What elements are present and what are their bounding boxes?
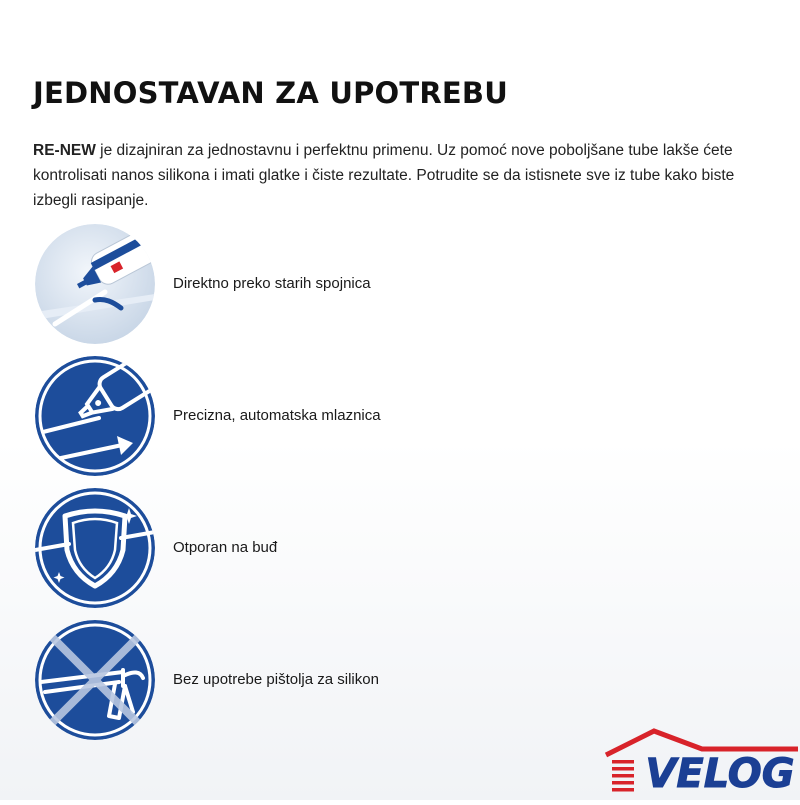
crossed-caulking-gun-icon (35, 620, 155, 740)
feature-label: Precizna, automatska mlaznica (173, 407, 381, 424)
page-title: JEDNOSTAVAN ZA UPOTREBU (33, 76, 508, 110)
brand-name: RE-NEW (33, 142, 96, 159)
feature-label: Direktno preko starih spojnica (173, 275, 371, 292)
tube-on-joint-photo-icon (35, 224, 155, 344)
logo-text: VELOG (645, 751, 795, 797)
feature-label: Otporan na buđ (173, 539, 278, 556)
intro-text: je dizajniran za jednostavnu i perfektnu primenu. Uz pomoć nove poboljšane tube lakše ćete kontrolisati nanos silikona i imati glatke i čiste rezultate. Potrudite se da istisnete sve iz tube kako biste izbegli rasipanje. (33, 142, 735, 209)
intro-paragraph (33, 138, 773, 213)
shield-icon (35, 488, 155, 608)
velog-logo (604, 727, 800, 800)
feature-label: Bez upotrebe pištolja za silikon (173, 671, 379, 688)
nozzle-arrow-icon (35, 356, 155, 476)
